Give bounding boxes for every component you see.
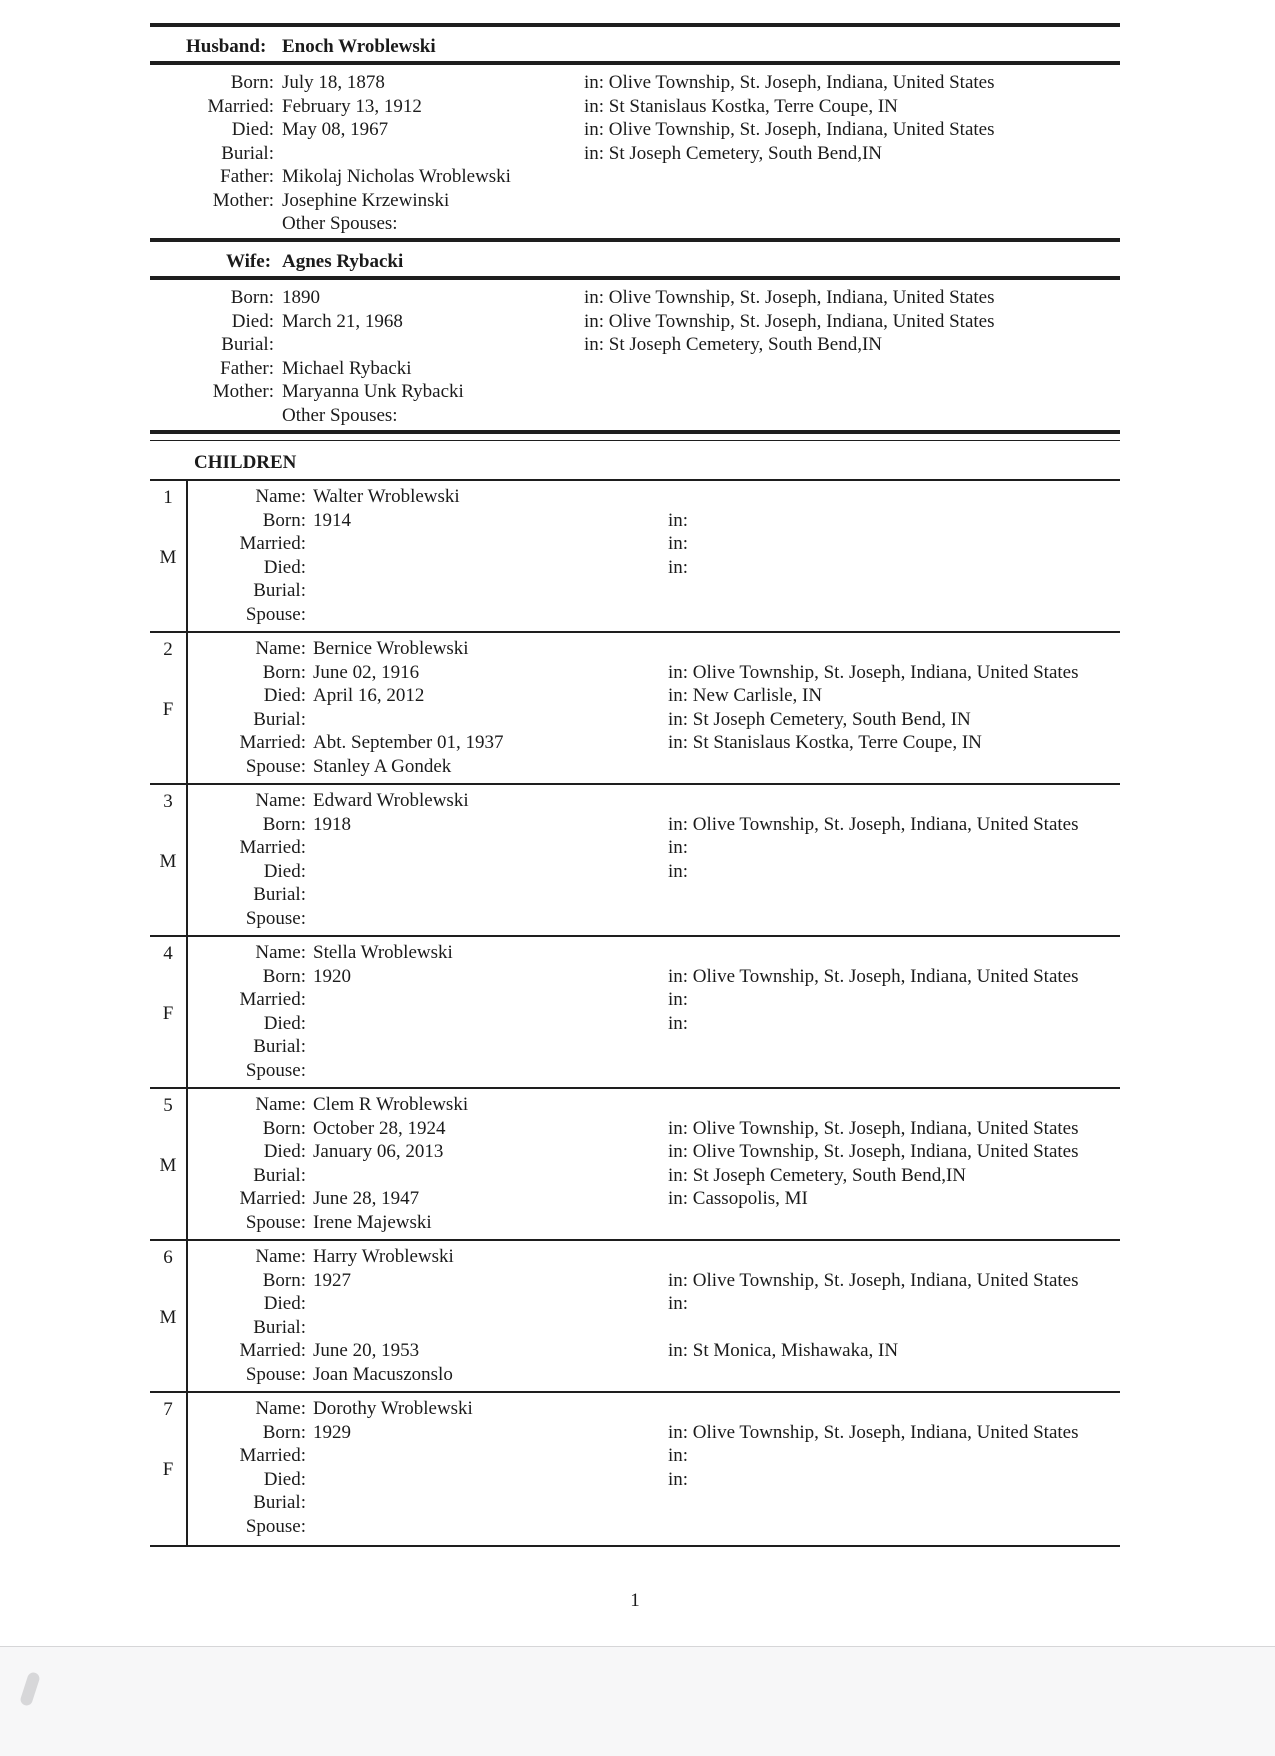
child-place: in: St Stanislaus Kostka, Terre Coupe, IN <box>668 732 982 753</box>
child-number: 7 <box>163 1399 173 1420</box>
child-value: 1920 <box>313 966 351 987</box>
child-label: Born: <box>262 1118 306 1139</box>
child-place: in: <box>668 1445 689 1466</box>
husband-section-label: Husband: <box>186 36 267 57</box>
child-place: in: St Joseph Cemetery, South Bend,IN <box>668 1165 966 1186</box>
child-place: in: Olive Township, St. Joseph, Indiana, United States <box>668 662 1079 683</box>
child-sex: F <box>162 1003 174 1024</box>
child-place: in: <box>668 1013 689 1034</box>
husband-label: Mother: <box>212 190 274 211</box>
child-value: January 06, 2013 <box>313 1141 444 1162</box>
child-label: Burial: <box>253 1165 306 1186</box>
husband-value: July 18, 1878 <box>282 72 385 93</box>
child-sex: F <box>162 1459 174 1480</box>
child-label: Name: <box>255 638 306 659</box>
wife-label: Father: <box>220 358 274 379</box>
child-label: Spouse: <box>245 1060 306 1081</box>
child-place: in: Olive Township, St. Joseph, Indiana, United States <box>668 1270 1079 1291</box>
child-label: Name: <box>255 942 306 963</box>
wife-name: Agnes Rybacki <box>282 251 404 272</box>
children-top-rule <box>150 430 1120 434</box>
husband-name: Enoch Wroblewski <box>282 36 436 57</box>
child-sex: M <box>159 547 177 568</box>
child-value: Abt. September 01, 1937 <box>313 732 504 753</box>
child-label: Died: <box>263 1013 306 1034</box>
wife-label: Mother: <box>212 381 274 402</box>
child-place: in: <box>668 989 689 1010</box>
wife-label: Burial: <box>221 334 274 355</box>
wife-section-label: Wife: <box>226 251 272 272</box>
child-number: 6 <box>163 1247 173 1268</box>
child-label: Married: <box>239 837 306 858</box>
children-bottom-rule <box>150 1545 1120 1547</box>
child-value: Dorothy Wroblewski <box>313 1398 473 1419</box>
child-place: in: Olive Township, St. Joseph, Indiana, United States <box>668 1118 1079 1139</box>
child-place: in: <box>668 533 689 554</box>
child-place: in: New Carlisle, IN <box>668 685 823 706</box>
child-divider <box>150 935 1120 937</box>
children-header: CHILDREN <box>194 452 297 473</box>
children-header-rule <box>150 479 1120 481</box>
child-label: Burial: <box>253 1492 306 1513</box>
child-value: Joan Macuszonslo <box>313 1364 453 1385</box>
wife-place: in: St Joseph Cemetery, South Bend,IN <box>584 334 882 355</box>
wife-top-rule <box>150 238 1120 242</box>
child-value: 1914 <box>313 510 351 531</box>
child-place: in: Olive Township, St. Joseph, Indiana, United States <box>668 814 1079 835</box>
husband-label: Died: <box>231 119 274 140</box>
child-label: Burial: <box>253 1036 306 1057</box>
husband-value: February 13, 1912 <box>282 96 422 117</box>
wife-label: Died: <box>231 311 274 332</box>
child-value: Edward Wroblewski <box>313 790 469 811</box>
husband-label: Born: <box>230 72 274 93</box>
child-divider <box>150 631 1120 633</box>
child-label: Born: <box>262 1270 306 1291</box>
child-number: 1 <box>163 487 173 508</box>
child-value: April 16, 2012 <box>313 685 425 706</box>
child-value: 1918 <box>313 814 351 835</box>
husband-place: in: St Stanislaus Kostka, Terre Coupe, IN <box>584 96 898 117</box>
child-value: June 28, 1947 <box>313 1188 420 1209</box>
child-label: Name: <box>255 1398 306 1419</box>
child-number: 4 <box>163 943 173 964</box>
child-label: Spouse: <box>245 756 306 777</box>
child-value: October 28, 1924 <box>313 1118 446 1139</box>
child-label: Married: <box>239 533 306 554</box>
child-label: Name: <box>255 1246 306 1267</box>
child-value: Stella Wroblewski <box>313 942 453 963</box>
husband-other-spouses: Other Spouses: <box>282 213 398 234</box>
child-place: in: <box>668 861 689 882</box>
husband-label: Burial: <box>221 143 274 164</box>
wife-value: Michael Rybacki <box>282 358 412 379</box>
child-value: Bernice Wroblewski <box>313 638 469 659</box>
child-value: Walter Wroblewski <box>313 486 460 507</box>
child-label: Name: <box>255 486 306 507</box>
wife-value: 1890 <box>282 287 320 308</box>
child-place: in: <box>668 837 689 858</box>
child-label: Burial: <box>253 580 306 601</box>
child-divider <box>150 1239 1120 1241</box>
husband-place: in: Olive Township, St. Joseph, Indiana, United States <box>584 72 995 93</box>
husband-label: Father: <box>220 166 274 187</box>
child-divider <box>150 783 1120 785</box>
child-sex: M <box>159 1155 177 1176</box>
wife-value: March 21, 1968 <box>282 311 403 332</box>
child-value: Irene Majewski <box>313 1212 432 1233</box>
husband-place: in: St Joseph Cemetery, South Bend,IN <box>584 143 882 164</box>
husband-value: Josephine Krzewinski <box>282 190 450 211</box>
husband-place: in: Olive Township, St. Joseph, Indiana, United States <box>584 119 995 140</box>
child-place: in: Olive Township, St. Joseph, Indiana, United States <box>668 1141 1079 1162</box>
child-sex: M <box>159 1307 177 1328</box>
child-label: Spouse: <box>245 1364 306 1385</box>
child-place: in: St Joseph Cemetery, South Bend, IN <box>668 709 971 730</box>
husband-value: Mikolaj Nicholas Wroblewski <box>282 166 511 187</box>
child-value: 1929 <box>313 1422 351 1443</box>
wife-label: Born: <box>230 287 274 308</box>
child-label: Born: <box>262 662 306 683</box>
child-place: in: <box>668 510 689 531</box>
child-value: June 02, 1916 <box>313 662 420 683</box>
child-label: Spouse: <box>245 1212 306 1233</box>
child-place: in: <box>668 1469 689 1490</box>
child-divider <box>150 1087 1120 1089</box>
wife-place: in: Olive Township, St. Joseph, Indiana, United States <box>584 287 995 308</box>
child-sex: F <box>162 699 174 720</box>
scanner-margin <box>0 1646 1275 1756</box>
child-place: in: <box>668 557 689 578</box>
child-place: in: St Monica, Mishawaka, IN <box>668 1340 899 1361</box>
child-number: 2 <box>163 639 173 660</box>
child-label: Married: <box>239 1445 306 1466</box>
child-number: 5 <box>163 1095 173 1116</box>
child-value: 1927 <box>313 1270 351 1291</box>
husband-header-rule <box>150 61 1120 65</box>
child-place: in: <box>668 1293 689 1314</box>
husband-label: Married: <box>207 96 274 117</box>
child-label: Born: <box>262 814 306 835</box>
wife-header-rule <box>150 276 1120 280</box>
page-number: 1 <box>630 1590 640 1611</box>
child-label: Died: <box>263 861 306 882</box>
child-label: Spouse: <box>245 908 306 929</box>
child-label: Name: <box>255 790 306 811</box>
child-label: Married: <box>239 1188 306 1209</box>
child-label: Died: <box>263 1293 306 1314</box>
child-label: Burial: <box>253 709 306 730</box>
child-label: Married: <box>239 989 306 1010</box>
child-value: Clem R Wroblewski <box>313 1094 469 1115</box>
child-value: Harry Wroblewski <box>313 1246 454 1267</box>
child-value: June 20, 1953 <box>313 1340 420 1361</box>
child-value: Stanley A Gondek <box>313 756 452 777</box>
child-label: Spouse: <box>245 604 306 625</box>
child-place: in: Olive Township, St. Joseph, Indiana, United States <box>668 1422 1079 1443</box>
child-label: Burial: <box>253 884 306 905</box>
child-label: Married: <box>239 732 306 753</box>
child-place: in: Olive Township, St. Joseph, Indiana, United States <box>668 966 1079 987</box>
wife-value: Maryanna Unk Rybacki <box>282 381 464 402</box>
wife-place: in: Olive Township, St. Joseph, Indiana, United States <box>584 311 995 332</box>
child-place: in: Cassopolis, MI <box>668 1188 808 1209</box>
child-label: Name: <box>255 1094 306 1115</box>
top-rule <box>150 23 1120 27</box>
child-label: Married: <box>239 1340 306 1361</box>
child-label: Spouse: <box>245 1516 306 1537</box>
child-label: Born: <box>262 966 306 987</box>
wife-other-spouses: Other Spouses: <box>282 405 398 426</box>
child-label: Born: <box>262 1422 306 1443</box>
child-label: Died: <box>263 1141 306 1162</box>
husband-value: May 08, 1967 <box>282 119 389 140</box>
child-label: Burial: <box>253 1317 306 1338</box>
children-top-rule-thin <box>150 440 1120 441</box>
child-label: Died: <box>263 557 306 578</box>
child-divider <box>150 1391 1120 1393</box>
child-number: 3 <box>163 791 173 812</box>
child-label: Died: <box>263 685 306 706</box>
child-label: Born: <box>262 510 306 531</box>
child-label: Died: <box>263 1469 306 1490</box>
child-sex: M <box>159 851 177 872</box>
